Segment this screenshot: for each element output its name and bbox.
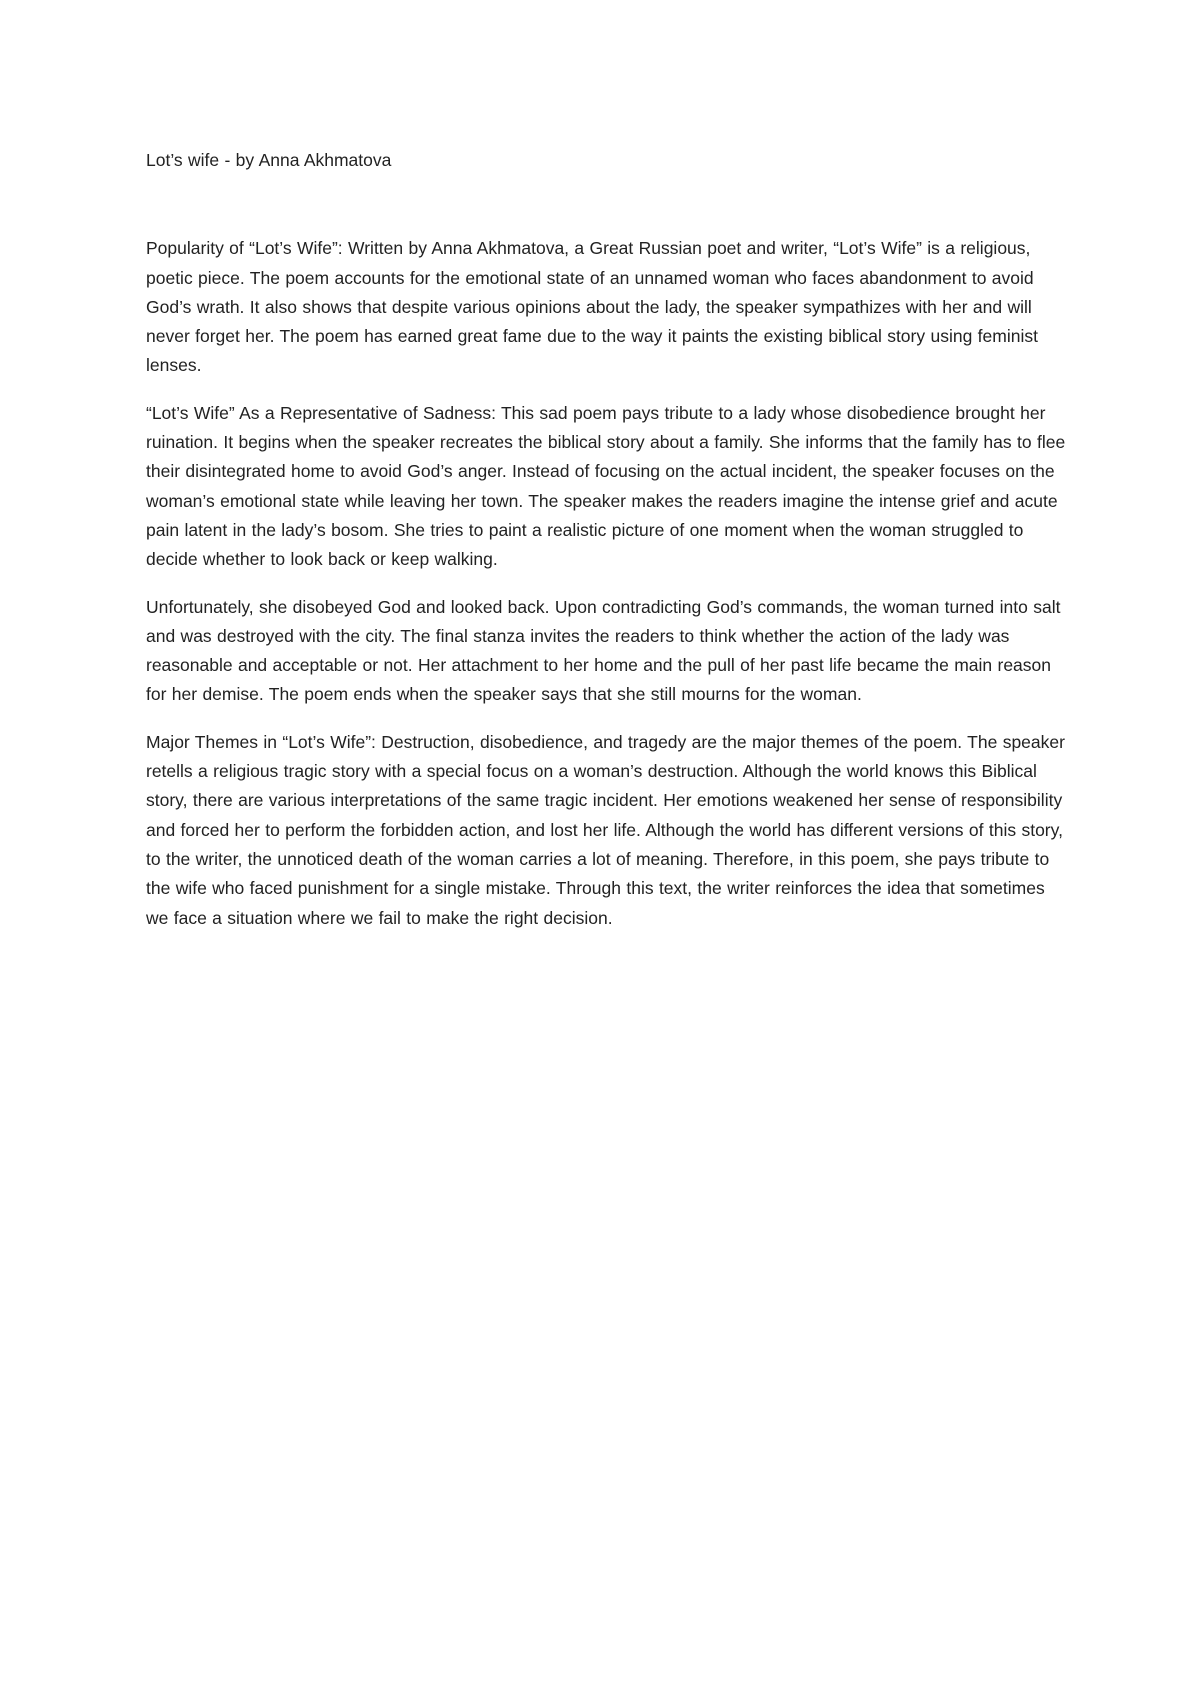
document-body [146, 234, 1066, 933]
document-content [146, 146, 1066, 951]
paragraph-representative-of-sadness: “Lot’s Wife” As a Representative of Sadness: This sad poem pays tribute to a lady whose disobedience brought her ruination. It begins when the speaker recreates the biblical story about a family. She informs that the family has to flee their disintegrated home to avoid God’s anger. Instead of focusing on the actual incident, the speaker focuses on the woman’s emotional state while leaving her town. The speaker makes the readers imagine the intense grief and acute pain latent in the lady’s bosom. She tries to paint a realistic picture of one moment when the woman struggled to decide whether to look back or keep walking. [146, 402, 1066, 570]
document-title: Lot’s wife - by Anna Akhmatova [146, 150, 392, 170]
paragraph-disobedience: Unfortunately, she disobeyed God and looked back. Upon contradicting God’s commands, the woman turned into salt and was destroyed with the city. The final stanza invites the readers to think whether the action of the lady was reasonable and acceptable or not. Her attachment to her home and the pull of her past life became the main reason for her demise. The poem ends when the speaker says that she still mourns for the woman. [146, 596, 1061, 705]
paragraph-popularity: Popularity of “Lot’s Wife”: Written by Anna Akhmatova, a Great Russian poet and writer, “Lot’s Wife” is a religious, poetic piece. The poem accounts for the emotional state of an unnamed woman who faces abandonment to avoid God’s wrath. It also shows that despite various opinions about the lady, the speaker sympathizes with her and will never forget her. The poem has earned great fame due to the way it paints the existing biblical story using feminist lenses. [146, 238, 1038, 376]
paragraph-major-themes: Major Themes in “Lot’s Wife”: Destruction, disobedience, and tragedy are the major themes of the poem. The speaker retells a religious tragic story with a special focus on a woman’s destruction. Although the world knows this Biblical story, there are various interpretations of the same tragic incident. Her emotions weakened her sense of responsibility and forced her to perform the forbidden action, and lost her life. Although the world has different versions of this story, to the writer, the unnoticed death of the woman carries a lot of meaning. Therefore, in this poem, she pays tribute to the wife who faced punishment for a single mistake. Through this text, the writer reinforces the idea that sometimes we face a situation where we fail to make the right decision. [146, 731, 1065, 928]
